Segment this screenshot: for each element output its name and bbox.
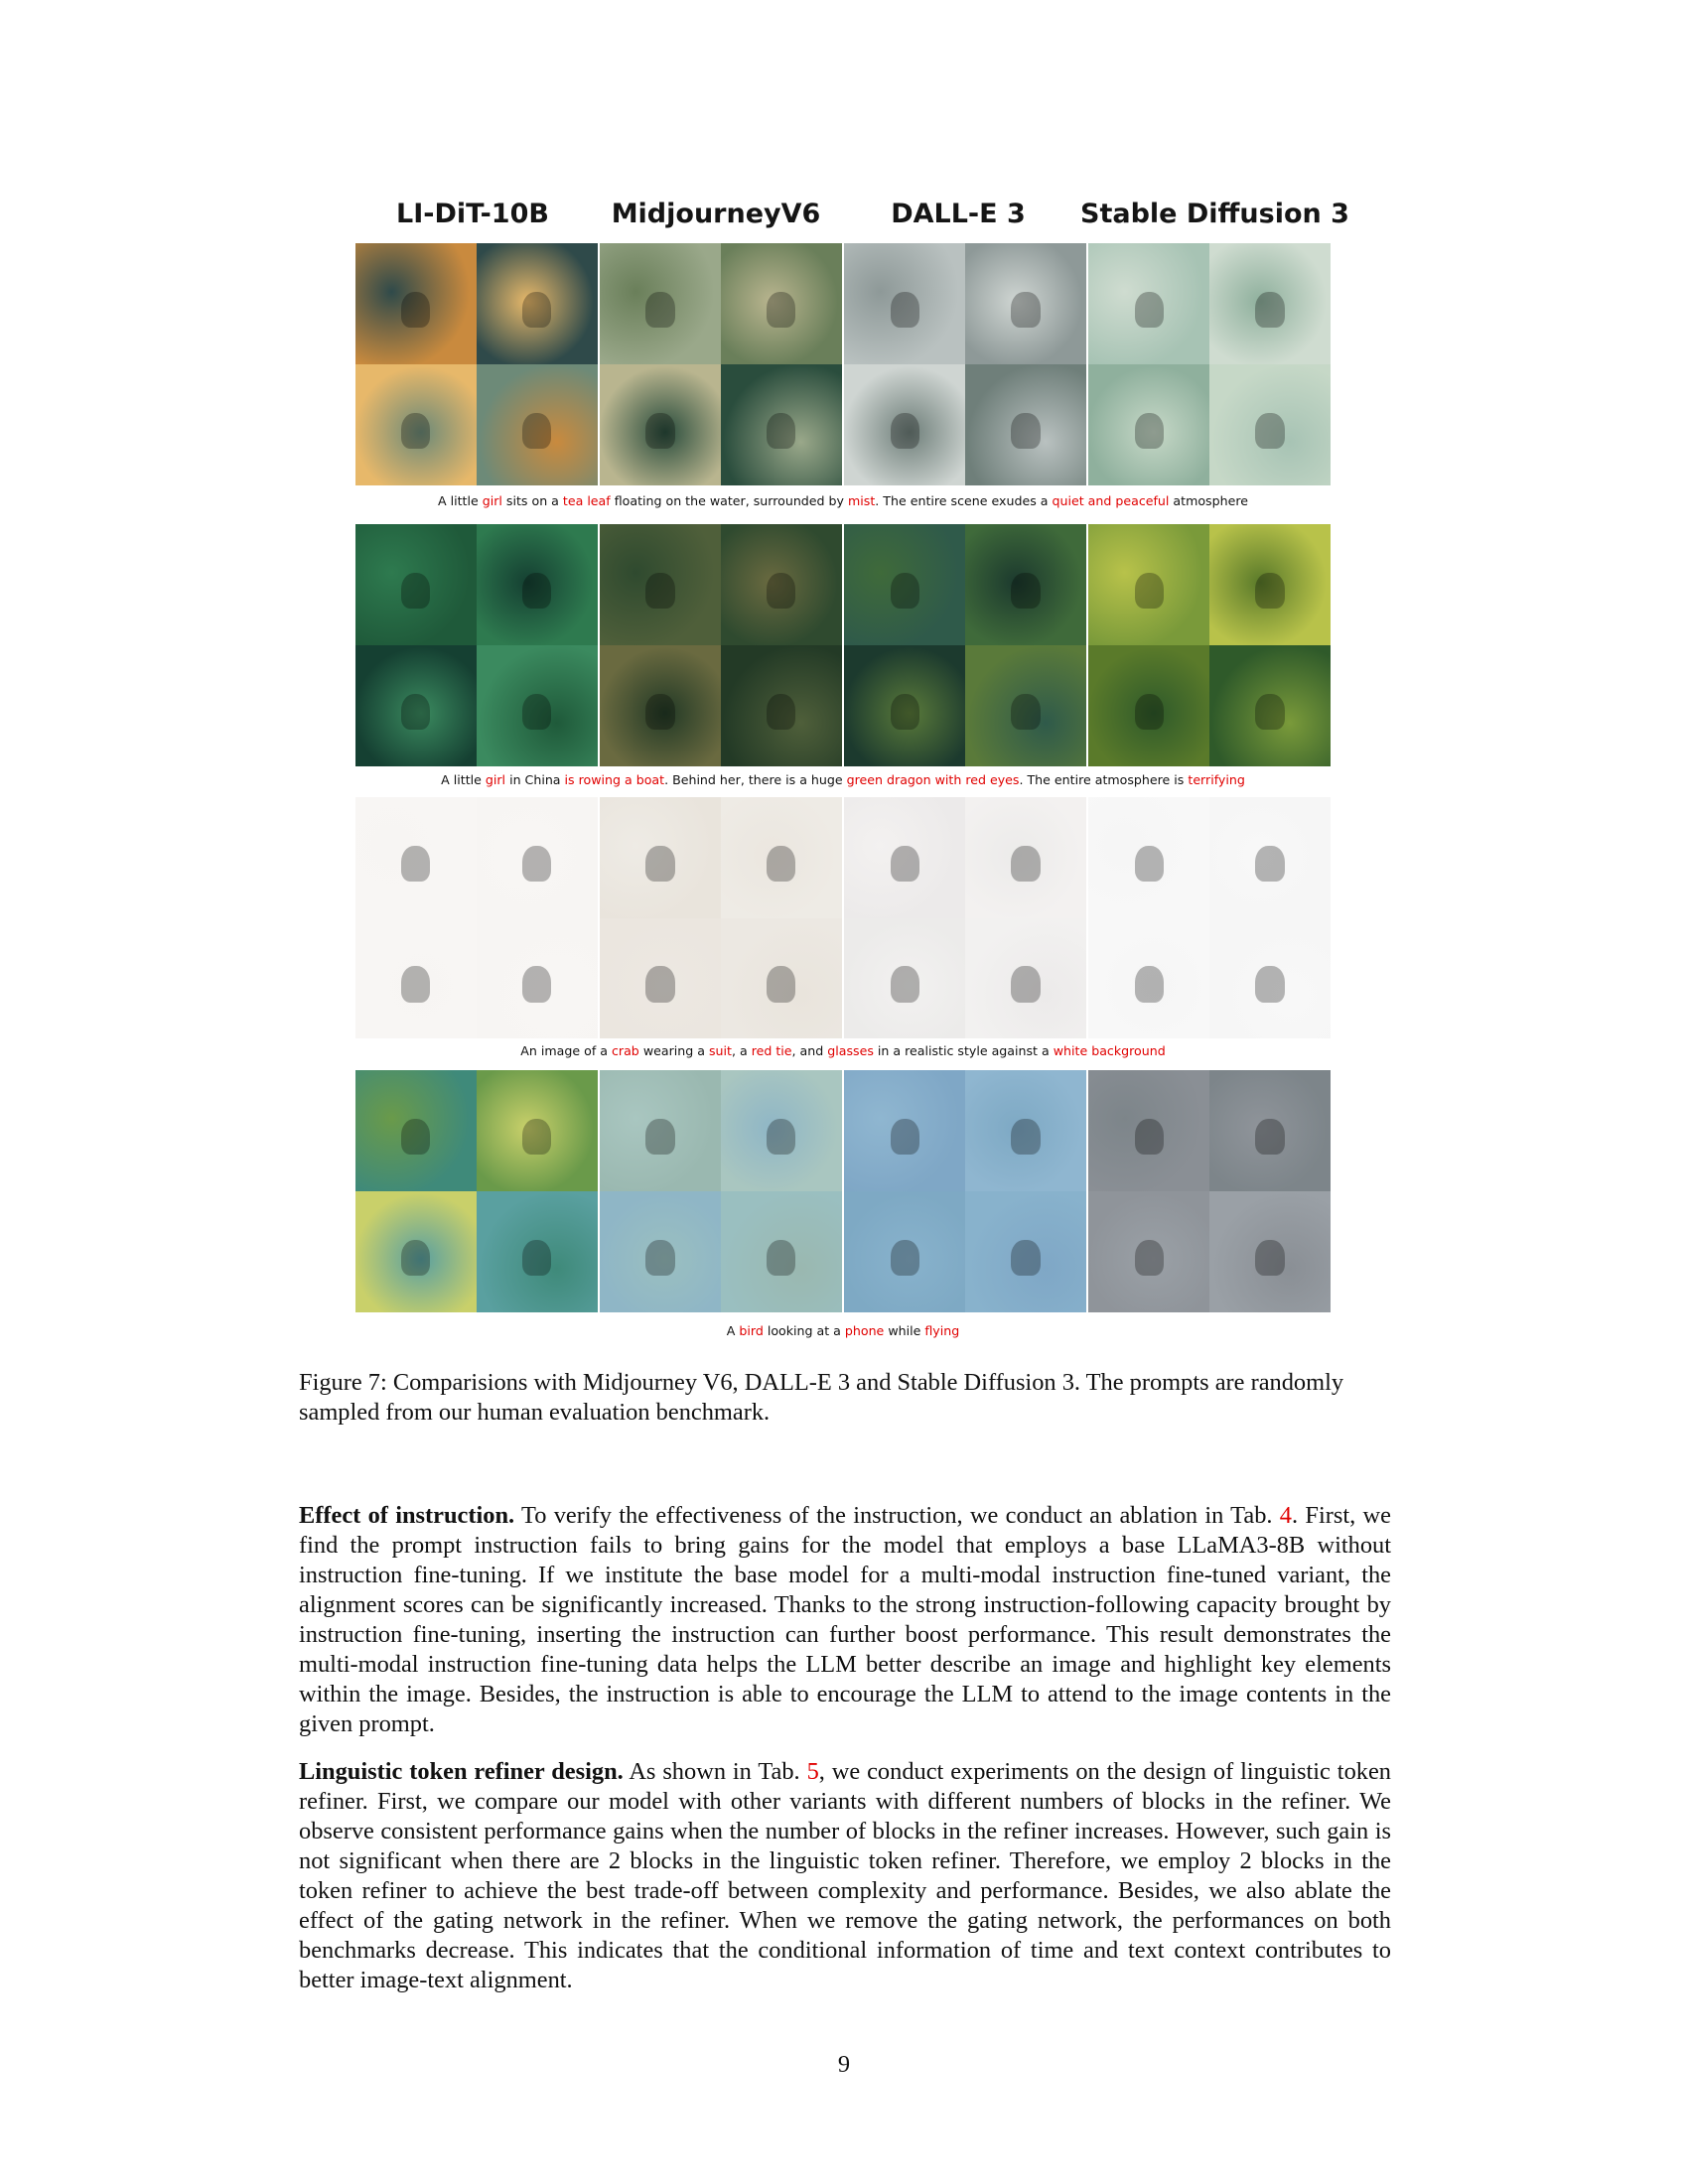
prompt-keyword: phone (844, 1323, 885, 1338)
subject-silhouette (767, 1240, 795, 1277)
subject-silhouette (1011, 292, 1040, 329)
model-header-li-dit: LI-DiT-10B (396, 199, 549, 229)
generated-image (1088, 1191, 1209, 1312)
image-group-midjourneyv6 (600, 243, 842, 485)
generated-image (965, 524, 1086, 645)
prompt-4 (355, 1323, 1331, 1338)
prompt-keyword: girl (482, 493, 502, 508)
prompt-text: , and (791, 1043, 828, 1058)
prompt-text: An image of a (520, 1043, 612, 1058)
subject-silhouette (401, 1240, 430, 1277)
image-group-li-dit-10b (355, 524, 598, 766)
generated-image (844, 364, 965, 485)
subject-silhouette (1011, 1119, 1040, 1156)
model-header-midjourney: MidjourneyV6 (611, 199, 821, 229)
subject-silhouette (891, 1240, 919, 1277)
generated-image (355, 797, 477, 918)
subject-silhouette (891, 966, 919, 1002)
subject-silhouette (1255, 694, 1284, 731)
image-group-midjourneyv6 (600, 524, 842, 766)
subject-silhouette (645, 1119, 674, 1156)
subject-silhouette (522, 573, 551, 610)
prompt-keyword: suit (708, 1043, 732, 1058)
image-group-midjourneyv6 (600, 1070, 842, 1312)
generated-image (965, 1070, 1086, 1191)
generated-image (600, 645, 721, 766)
prompt-keyword: tea leaf (562, 493, 611, 508)
generated-image (844, 243, 965, 364)
prompt-text: . The entire atmosphere is (1019, 772, 1189, 787)
table-reference-link[interactable]: 4 (1279, 1502, 1292, 1529)
image-group-stable-diffusion-3 (1088, 524, 1331, 766)
prompt-text: in a realistic style against a (873, 1043, 1054, 1058)
generated-image (1209, 1070, 1331, 1191)
image-row-4 (355, 1070, 1331, 1312)
prompt-text: wearing a (638, 1043, 709, 1058)
generated-image (355, 243, 477, 364)
image-group-stable-diffusion-3 (1088, 243, 1331, 485)
subject-silhouette (767, 966, 795, 1002)
generated-image (965, 1191, 1086, 1312)
subject-silhouette (1255, 413, 1284, 450)
prompt-keyword: red tie (751, 1043, 792, 1058)
prompt-keyword: terrifying (1188, 772, 1245, 787)
generated-image (1088, 645, 1209, 766)
prompt-text: atmosphere (1169, 493, 1248, 508)
generated-image (844, 524, 965, 645)
subject-silhouette (891, 1119, 919, 1156)
generated-image (1209, 645, 1331, 766)
prompt-keyword: girl (485, 772, 506, 787)
subject-silhouette (1255, 292, 1284, 329)
image-group-dall-e-3 (844, 243, 1086, 485)
model-header-sd3: Stable Diffusion 3 (1080, 199, 1349, 229)
prompt-keyword: green dragon with red eyes (846, 772, 1020, 787)
subject-silhouette (1011, 1240, 1040, 1277)
generated-image (477, 1191, 598, 1312)
paragraph-heading: Effect of instruction. (299, 1502, 515, 1529)
subject-silhouette (522, 1240, 551, 1277)
subject-silhouette (401, 1119, 430, 1156)
subject-silhouette (645, 966, 674, 1002)
prompt-text: . The entire scene exudes a (875, 493, 1053, 508)
prompt-keyword: glasses (827, 1043, 874, 1058)
paragraph-text: As shown in Tab. (629, 1758, 807, 1785)
generated-image (477, 645, 598, 766)
subject-silhouette (1135, 1240, 1164, 1277)
image-row-3 (355, 797, 1331, 1038)
subject-silhouette (522, 966, 551, 1002)
image-group-dall-e-3 (844, 797, 1086, 1038)
image-row-1 (355, 243, 1331, 485)
prompt-keyword: bird (739, 1323, 764, 1338)
subject-silhouette (767, 573, 795, 610)
generated-image (1209, 797, 1331, 918)
subject-silhouette (767, 694, 795, 731)
subject-silhouette (645, 292, 674, 329)
figure-caption: Figure 7: Comparisions with Midjourney V6, DALL-E 3 and Stable Diffusion 3. The prompts are randomly sampled from our human evaluation benchmark. (299, 1369, 1344, 1426)
generated-image (721, 364, 842, 485)
subject-silhouette (645, 846, 674, 882)
prompt-2 (355, 772, 1331, 787)
generated-image (1209, 524, 1331, 645)
image-group-dall-e-3 (844, 1070, 1086, 1312)
generated-image (1209, 918, 1331, 1039)
generated-image (600, 243, 721, 364)
subject-silhouette (891, 846, 919, 882)
subject-silhouette (522, 694, 551, 731)
subject-silhouette (1135, 413, 1164, 450)
prompt-text: A little (438, 493, 483, 508)
subject-silhouette (767, 292, 795, 329)
subject-silhouette (1135, 292, 1164, 329)
subject-silhouette (891, 292, 919, 329)
generated-image (965, 243, 1086, 364)
prompt-text: . Behind her, there is a huge (664, 772, 847, 787)
prompt-keyword: white background (1053, 1043, 1166, 1058)
page-number: 9 (837, 2051, 851, 2078)
prompt-keyword: mist (848, 493, 876, 508)
generated-image (1088, 918, 1209, 1039)
prompt-text: sits on a (501, 493, 563, 508)
subject-silhouette (645, 573, 674, 610)
subject-silhouette (1011, 846, 1040, 882)
subject-silhouette (891, 694, 919, 731)
subject-silhouette (1011, 966, 1040, 1002)
model-header-dalle: DALL-E 3 (891, 199, 1026, 229)
subject-silhouette (401, 694, 430, 731)
generated-image (1088, 797, 1209, 918)
paragraph-heading: Linguistic token refiner design. (299, 1758, 624, 1785)
image-group-li-dit-10b (355, 797, 598, 1038)
prompt-3 (355, 1043, 1331, 1058)
generated-image (844, 1070, 965, 1191)
prompt-text: floating on the water, surrounded by (610, 493, 848, 508)
image-group-stable-diffusion-3 (1088, 797, 1331, 1038)
prompt-keyword: is rowing a boat (564, 772, 665, 787)
subject-silhouette (522, 846, 551, 882)
generated-image (965, 797, 1086, 918)
generated-image (600, 1070, 721, 1191)
image-group-li-dit-10b (355, 243, 598, 485)
generated-image (721, 918, 842, 1039)
subject-silhouette (522, 413, 551, 450)
generated-image (355, 918, 477, 1039)
generated-image (721, 1191, 842, 1312)
generated-image (844, 1191, 965, 1312)
generated-image (844, 797, 965, 918)
subject-silhouette (767, 413, 795, 450)
generated-image (844, 918, 965, 1039)
subject-silhouette (401, 573, 430, 610)
generated-image (477, 918, 598, 1039)
prompt-keyword: quiet and peaceful (1052, 493, 1170, 508)
generated-image (600, 524, 721, 645)
subject-silhouette (401, 966, 430, 1002)
generated-image (721, 797, 842, 918)
paragraph-linguistic-token-refiner (299, 1757, 1391, 1995)
generated-image (1088, 364, 1209, 485)
generated-image (355, 524, 477, 645)
subject-silhouette (1135, 573, 1164, 610)
prompt-text: while (884, 1323, 925, 1338)
subject-silhouette (1011, 413, 1040, 450)
image-row-2 (355, 524, 1331, 766)
prompt-text: A (726, 1323, 740, 1338)
subject-silhouette (401, 846, 430, 882)
generated-image (355, 364, 477, 485)
image-group-midjourneyv6 (600, 797, 842, 1038)
generated-image (355, 1191, 477, 1312)
prompt-1 (355, 493, 1331, 508)
generated-image (844, 645, 965, 766)
generated-image (600, 918, 721, 1039)
generated-image (965, 364, 1086, 485)
generated-image (721, 524, 842, 645)
subject-silhouette (1255, 1119, 1284, 1156)
generated-image (477, 524, 598, 645)
subject-silhouette (1135, 694, 1164, 731)
generated-image (1088, 1070, 1209, 1191)
subject-silhouette (767, 1119, 795, 1156)
subject-silhouette (1255, 1240, 1284, 1277)
generated-image (1088, 524, 1209, 645)
generated-image (965, 918, 1086, 1039)
subject-silhouette (645, 413, 674, 450)
generated-image (1209, 1191, 1331, 1312)
subject-silhouette (522, 292, 551, 329)
subject-silhouette (1135, 1119, 1164, 1156)
generated-image (1209, 243, 1331, 364)
generated-image (721, 243, 842, 364)
subject-silhouette (1255, 846, 1284, 882)
image-group-li-dit-10b (355, 1070, 598, 1312)
prompt-text: , a (731, 1043, 752, 1058)
prompt-text: in China (505, 772, 565, 787)
generated-image (477, 1070, 598, 1191)
subject-silhouette (1011, 694, 1040, 731)
subject-silhouette (1135, 846, 1164, 882)
prompt-text: A little (441, 772, 486, 787)
generated-image (1088, 243, 1209, 364)
prompt-text: looking at a (763, 1323, 845, 1338)
subject-silhouette (891, 573, 919, 610)
subject-silhouette (522, 1119, 551, 1156)
paragraph-text: , we conduct experiments on the design of linguistic token refiner. First, we compare our model with other variants with different numbers of blocks in the refiner. We observe consistent performance gains when the number of blocks in the refiner increases. However, such gain is not significant when there are 2 blocks in the linguistic token refiner. Therefore, we employ 2 blocks in the token refiner to achieve the best trade-off between complexity and performance. Besides, we also ablate the effect of the gating network in the refiner. When we remove the gating network, the performances on both benchmarks decrease. This indicates that the conditional information of time and text context contributes to better image-text alignment. (299, 1758, 1391, 1993)
subject-silhouette (645, 1240, 674, 1277)
subject-silhouette (645, 694, 674, 731)
image-group-dall-e-3 (844, 524, 1086, 766)
generated-image (477, 243, 598, 364)
paragraph-text: To verify the effectiveness of the instruction, we conduct an ablation in Tab. (521, 1502, 1280, 1529)
generated-image (721, 645, 842, 766)
table-reference-link[interactable]: 5 (806, 1758, 819, 1785)
generated-image (355, 1070, 477, 1191)
subject-silhouette (1135, 966, 1164, 1002)
subject-silhouette (767, 846, 795, 882)
generated-image (355, 645, 477, 766)
prompt-keyword: flying (924, 1323, 960, 1338)
generated-image (1209, 364, 1331, 485)
prompt-keyword: crab (611, 1043, 639, 1058)
paragraph-effect-of-instruction (299, 1501, 1391, 1739)
subject-silhouette (401, 413, 430, 450)
generated-image (965, 645, 1086, 766)
subject-silhouette (1011, 573, 1040, 610)
paragraph-text: . First, we find the prompt instruction fails to bring gains for the model that employs a base LLaMA3-8B without instruction fine-tuning. If we institute the base model for a multi-modal instruction fine-tuned variant, the alignment scores can be significantly increased. Thanks to the strong instruction-following capacity brought by instruction fine-tuning, inserting the instruction can further boost performance. This result demonstrates the multi-modal instruction fine-tuning data helps the LLM better describe an image and highlight key elements within the image. Besides, the instruction is able to encourage the LLM to attend to the image contents in the given prompt. (299, 1502, 1391, 1737)
subject-silhouette (891, 413, 919, 450)
generated-image (600, 1191, 721, 1312)
subject-silhouette (1255, 966, 1284, 1002)
generated-image (600, 797, 721, 918)
image-group-stable-diffusion-3 (1088, 1070, 1331, 1312)
generated-image (477, 797, 598, 918)
subject-silhouette (401, 292, 430, 329)
generated-image (721, 1070, 842, 1191)
generated-image (477, 364, 598, 485)
subject-silhouette (1255, 573, 1284, 610)
generated-image (600, 364, 721, 485)
